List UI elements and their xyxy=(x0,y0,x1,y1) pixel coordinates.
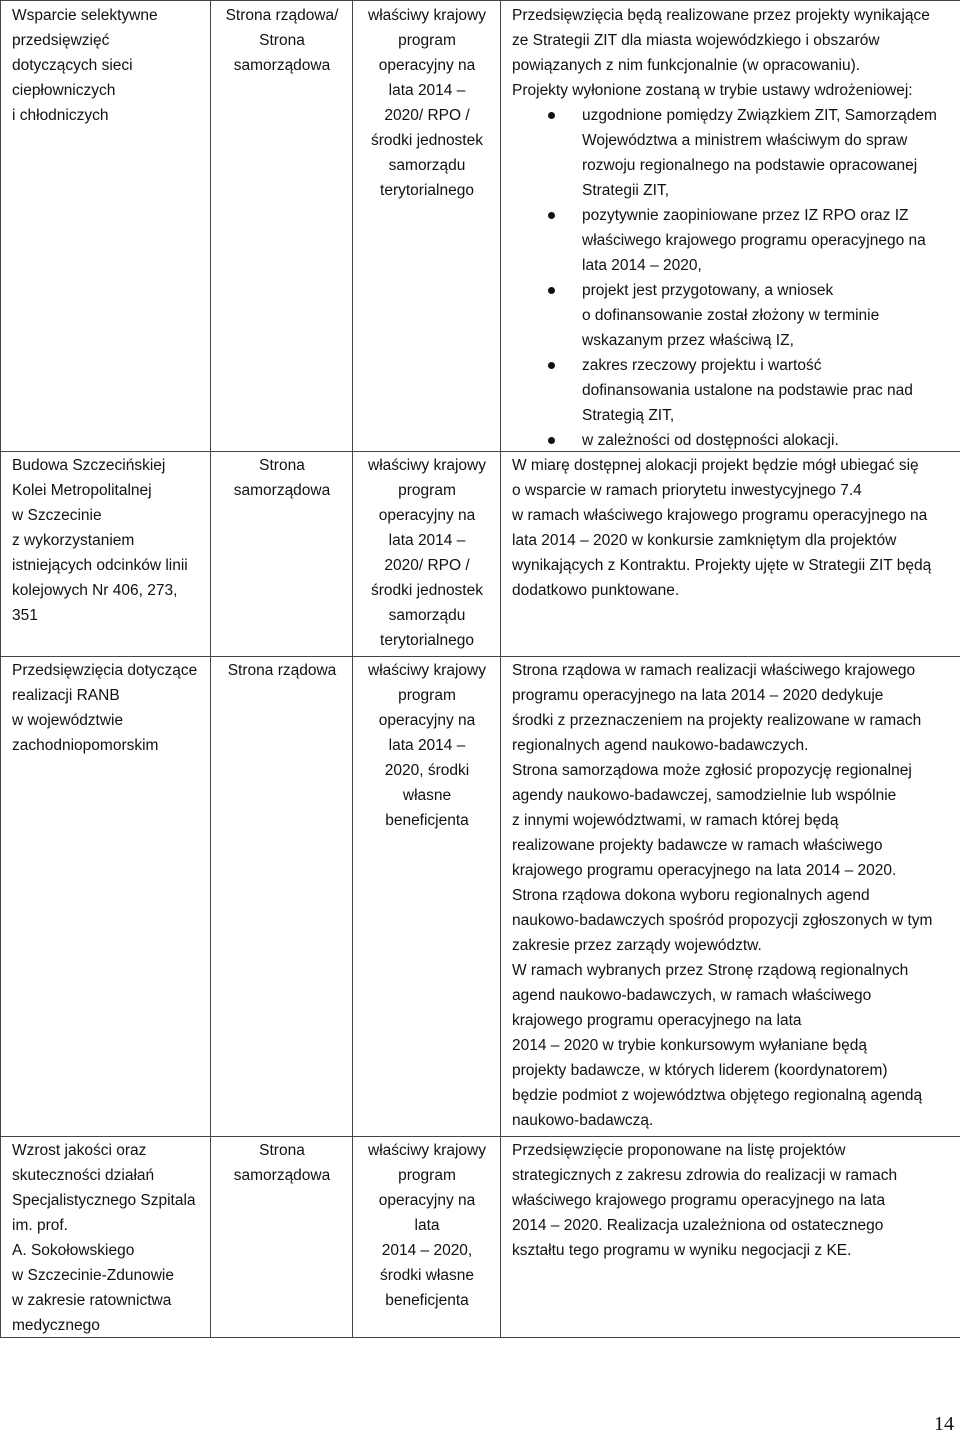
page-number: 14 xyxy=(934,1413,954,1435)
column-divider-3 xyxy=(500,0,501,1338)
bullet-icon xyxy=(548,362,555,369)
party-cell: Strona samorządowa xyxy=(233,457,331,499)
project-cell: Budowa Szczecińskiej Kolei Metropolitalnej w Szczecinie z wykorzystaniem istniejących odcinków linii kolejowych Nr 406, 273, 351 xyxy=(12,457,188,624)
list-item: w zależności od dostępności alokacji. xyxy=(512,428,952,453)
bullet-icon xyxy=(548,437,555,444)
project-cell: Wzrost jakości oraz skuteczności działań Specjalistycznego Szpitala im. prof. A. Sokołowskiego w Szczecinie-Zdunowie w zakresie ratownictwa medycznego xyxy=(12,1142,196,1334)
description-cell: Strona rządowa w ramach realizacji właściwego krajowego programu operacyjnego na lata 2014 – 2020 dedykuje środki z przeznaczeniem na projekty realizowane w ramach regionalnych agend naukowo-badawczych. Strona samorządowa może zgłosić propozycję regionalnej agendy naukowo-badawczej, samodzielnie lub wspólnie z innymi województwami, w ramach której będą realizowane projekty badawcze w ramach właściwego krajowego programu operacyjnego na lata 2014 – 2020. Strona rządowa dokona wyboru regionalnych agend naukowo-badawczych spośród propozycji zgłoszonych w tym zakresie przez zarządy województw. W ramach wybranych przez Stronę rządową regionalnych agend naukowo-badawczych, w ramach właściwego krajowego programu operacyjnego na lata 2014 – 2020 w trybie konkursowym wyłaniane będą projekty badawcze, w których liderem (koordynatorem) będzie podmiot z województwa objętego regionalną agendą naukowo-badawczą. xyxy=(512,662,933,1129)
row-divider-2 xyxy=(0,656,960,657)
description-cell: Przedsięwzięcie proponowane na listę projektów strategicznych z zakresu zdrowia do realizacji w ramach właściwego krajowego programu operacyjnego na lata 2014 – 2020. Realizacja uzależniona od ostatecznego kształtu tego programu w wyniku negocjacji z KE. xyxy=(512,1142,898,1259)
bullet-icon xyxy=(548,112,555,119)
description-cell: Przedsięwzięcia będą realizowane przez projekty wynikające ze Strategii ZIT dla miasta wojewódzkiego i obszarów powiązanych z nim funkcjonalnie (w opracowaniu). Projekty wyłonione zostaną w trybie ustawy wdrożeniowej: uzgodnione pomiędzy Związkiem ZIT, Samorządem Województwa a ministrem właściwym do spraw rozwoju regionalnego na podstawie opracowanej Strategii ZIT, pozytywnie zaopiniowane przez IZ RPO oraz IZ właściwego krajowego programu operacyjnego na lata 2014 – 2020, projekt jest przygotowany, a wniosek o dofinansowanie został złożony w terminie wskazanym przez właściwą IZ, zakres rzeczowy projektu i wartość dofinansowania ustalone na podstawie prac nad Strategią ZIT, w zależności od dostępności alokacji. xyxy=(512,3,952,453)
list-item: zakres rzeczowy projektu i wartość dofinansowania ustalone na podstawie prac nad Strategią ZIT, xyxy=(512,353,952,428)
bullet-icon xyxy=(548,212,555,219)
list-item: uzgodnione pomiędzy Związkiem ZIT, Samorządem Województwa a ministrem właściwym do spraw rozwoju regionalnego na podstawie opracowanej Strategii ZIT, xyxy=(512,103,952,203)
row-divider-3 xyxy=(0,1136,960,1137)
table-border-top xyxy=(0,0,960,1)
party-cell: Strona rządowa/ Strona samorządowa xyxy=(225,7,339,74)
list-item: pozytywnie zaopiniowane przez IZ RPO oraz IZ właściwego krajowego programu operacyjnego na lata 2014 – 2020, xyxy=(512,203,952,278)
criteria-list xyxy=(512,103,952,453)
funding-source-cell: właściwy krajowy program operacyjny na lata 2014 – 2020, środki własne beneficjenta xyxy=(368,662,486,829)
column-divider-2 xyxy=(352,0,353,1338)
list-item: projekt jest przygotowany, a wniosek o dofinansowanie został złożony w terminie wskazanym przez właściwą IZ, xyxy=(512,278,952,353)
project-cell: Wsparcie selektywne przedsięwzięć dotyczących sieci ciepłowniczych i chłodniczych xyxy=(12,7,158,124)
party-cell: Strona rządowa xyxy=(227,662,337,679)
project-cell: Przedsięwzięcia dotyczące realizacji RANB w województwie zachodniopomorskim xyxy=(12,662,198,754)
bullet-icon xyxy=(548,287,555,294)
funding-source-cell: właściwy krajowy program operacyjny na lata 2014 – 2020/ RPO / środki jednostek samorządu terytorialnego xyxy=(368,457,486,649)
funding-source-cell: właściwy krajowy program operacyjny na lata 2014 – 2020, środki własne beneficjenta xyxy=(368,1142,486,1309)
column-divider-1 xyxy=(210,0,211,1338)
party-cell: Strona samorządowa xyxy=(233,1142,331,1184)
table-border-left xyxy=(0,0,1,1338)
description-cell: W miarę dostępnej alokacji projekt będzie mógł ubiegać się o wsparcie w ramach priorytetu inwestycyjnego 7.4 w ramach właściwego krajowego programu operacyjnego na lata 2014 – 2020 w konkursie zamkniętym dla projektów wynikających z Kontraktu. Projekty ujęte w Strategii ZIT będą dodatkowo punktowane. xyxy=(512,457,932,599)
funding-source-cell: właściwy krajowy program operacyjny na lata 2014 – 2020/ RPO / środki jednostek samorządu terytorialnego xyxy=(368,7,486,199)
